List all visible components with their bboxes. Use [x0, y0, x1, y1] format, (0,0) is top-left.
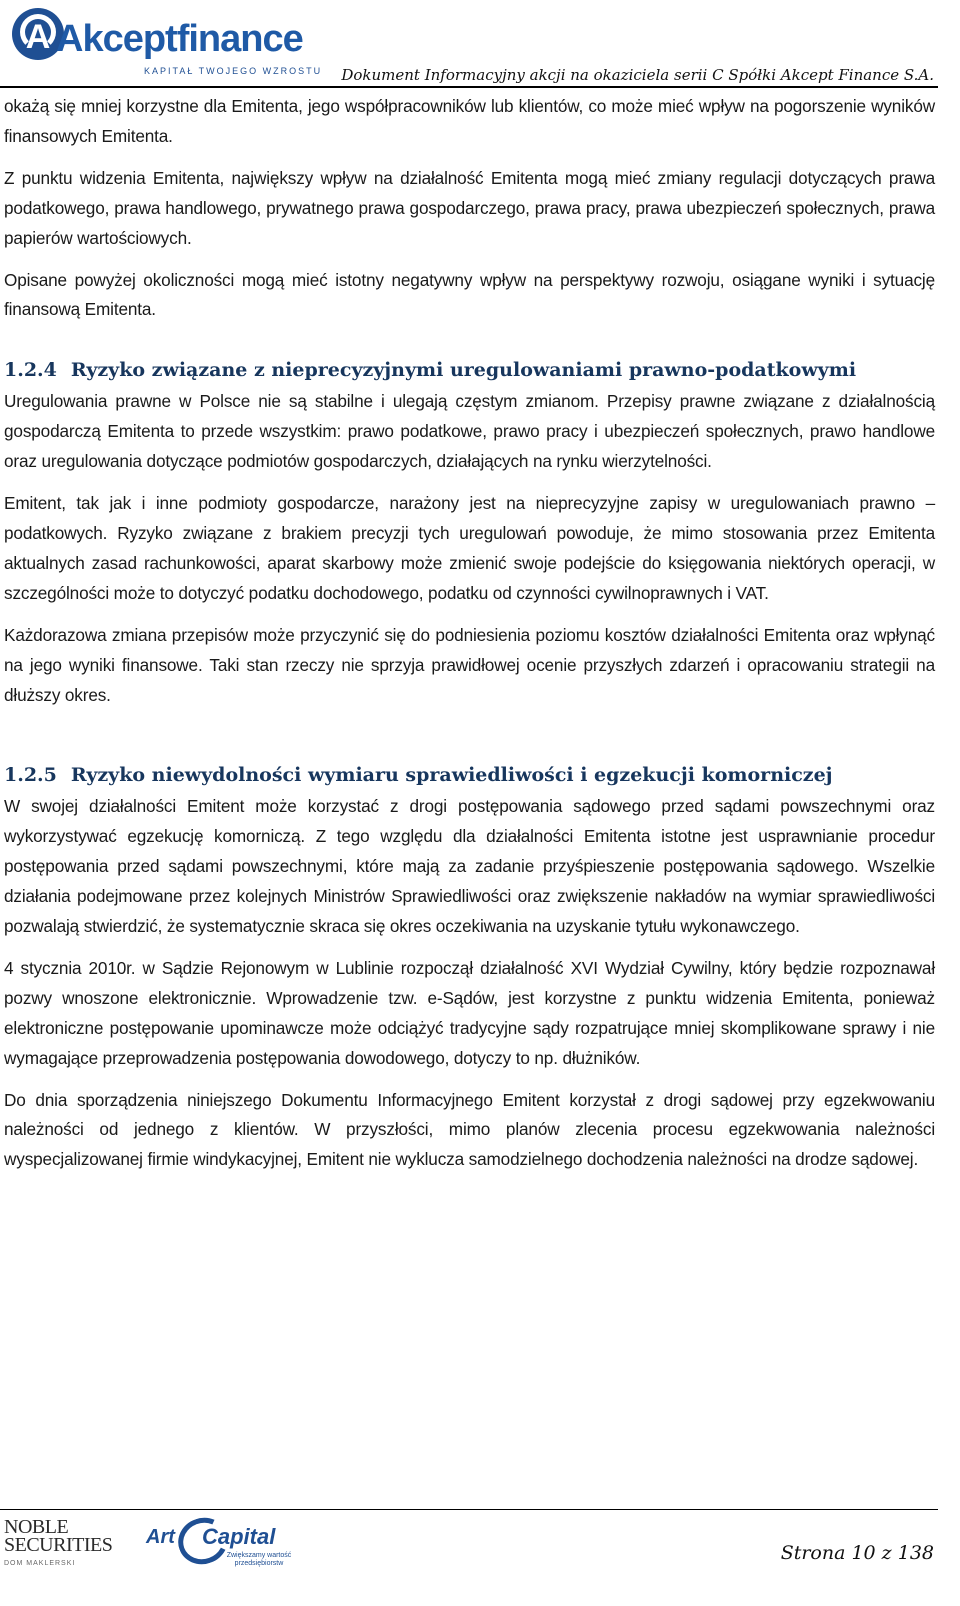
logo-name: Akceptfinance	[56, 18, 303, 60]
paragraph-1-2-4-a: Uregulowania prawne w Polsce nie są stabilne i ulegają częstym zmianom. Przepisy prawne związane z działalnością gospodarczą Emitenta to przede wszystkim: prawo podatkowe, prawo pracy i ubezpieczeń społecznych, prawo handlowe oraz uregulowania dotyczące podmiotów gospodarczych, działających na rynku wierzytelności.	[4, 391, 935, 472]
paragraph-1-2-5-c: Do dnia sporządzenia niniejszego Dokumentu Informacyjnego Emitent korzystał z drogi sądowej przy egzekwowaniu należności od jednego z klientów. W przyszłości, mimo planów zlecenia procesu egzekwowania należności wyspecjalizowanej firmie windykacyjnej, Emitent nie wyklucza samodzielnego dochodzenia należności na drodze sądowej.	[4, 1089, 935, 1170]
logo-a-icon: A	[12, 8, 64, 60]
section-heading-1-2-5	[4, 760, 935, 790]
capital-slogan: Zwiększamy wartość przedsiębiorstw	[226, 1552, 292, 1567]
art-capital-logo	[146, 1516, 296, 1572]
logo-tagline: KAPITAŁ TWOJEGO WZROSTU	[144, 66, 323, 76]
section-title: Ryzyko niewydolności wymiaru sprawiedliwości i egzekucji komorniczej	[70, 764, 833, 787]
document-title: Dokument Informacyjny akcji na okaziciela serii C Spółki Akcept Finance S.A.	[341, 66, 934, 84]
section-number: 1.2.4	[4, 359, 57, 382]
page-header	[0, 0, 960, 90]
section-title: Ryzyko związane z nieprecyzyjnymi uregulowaniami prawno-podatkowymi	[70, 359, 857, 382]
akcept-finance-logo	[12, 4, 323, 76]
header-divider	[0, 86, 938, 88]
noble-securities-logo	[4, 1516, 134, 1572]
page-footer	[0, 1506, 960, 1606]
paragraph-1-2-4-b: Emitent, tak jak i inne podmioty gospodarcze, narażony jest na nieprecyzyjne zapisy w uregulowaniach prawno – podatkowych. Ryzyko związane z brakiem precyzji tych uregulowań powoduje, że mimo stosowania przez Emitenta aktualnych zasad rachunkowości, aparat skarbowy może zmienić swoje podejście do księgowania niektórych operacji, w szczególności może to dotyczyć podatku dochodowego, podatku od czynności cywilnoprawnych i VAT.	[4, 493, 935, 603]
noble-line-2: SECURITIES	[4, 1534, 113, 1556]
paragraph-continuation: okażą się mniej korzystne dla Emitenta, jego współpracowników lub klientów, co może mieć wpływ na pogorszenie wyników finansowych Emitenta.	[4, 96, 935, 146]
paragraph-consequences: Opisane powyżej okoliczności mogą mieć istotny negatywny wpływ na perspektywy rozwoju, osiągane wyniki i sytuację finansową Emitenta.	[4, 269, 935, 320]
capital-label: Capital	[202, 1524, 276, 1549]
page-number: Strona 10 z 138	[780, 1542, 934, 1564]
paragraph-1-2-5-a: W swojej działalności Emitent może korzystać z drogi postępowania sądowego przed sądami powszechnymi oraz wykorzystywać egzekucję komorniczą. Z tego względu dla działalności Emitenta istotne jest usprawnianie procedur postępowania przed sądami powszechnymi, które mają za zadanie przyśpieszenie postępowania sądowego. Wszelkie działania podejmowane przez kolejnych Ministrów Sprawiedliwości oraz zwiększenie nakładów na wymiar sprawiedliwości pozwalają stwierdzić, że systematycznie skraca się okres oczekiwania na uzyskanie tytułu wykonawczego.	[4, 796, 935, 937]
noble-line-1: NOBLE	[4, 1516, 69, 1538]
art-label: Art	[146, 1526, 175, 1548]
paragraph-1-2-5-b: 4 stycznia 2010r. w Sądzie Rejonowym w Lublinie rozpoczął działalność XVI Wydział Cywilny, który będzie rozpoznawał pozwy wnoszone elektronicznie. Wprowadzenie tzw. e-Sądów, jest korzystne z punktu widzenia Emitenta, ponieważ elektroniczne postępowanie upominawcze może odciążyć tradycyjne sądy rozpatrujące mniej skomplikowane sprawy i nie wymagające przeprowadzenia postępowania dowodowego, dotyczy to np. dłużników.	[4, 957, 935, 1068]
section-heading-1-2-4	[4, 355, 935, 385]
section-number: 1.2.5	[4, 764, 57, 787]
document-body	[4, 92, 935, 1175]
footer-divider	[0, 1509, 938, 1510]
paragraph-1-2-4-c: Każdorazowa zmiana przepisów może przyczynić się do podniesienia poziomu kosztów działalności Emitenta oraz wpłynąć na jego wyniki finansowe. Taki stan rzeczy nie sprzyja prawidłowej ocenie przyszłych zdarzeń i opracowaniu strategii na dłuższy okres.	[4, 624, 935, 705]
paragraph-regulations: Z punktu widzenia Emitenta, największy wpływ na działalność Emitenta mogą mieć zmiany regulacji dotyczących prawa podatkowego, prawa handlowego, prywatnego prawa gospodarczego, prawa pracy, prawa ubezpieczeń społecznych, prawa papierów wartościowych.	[4, 167, 935, 248]
noble-line-3: DOM MAKLERSKI	[4, 1560, 76, 1567]
